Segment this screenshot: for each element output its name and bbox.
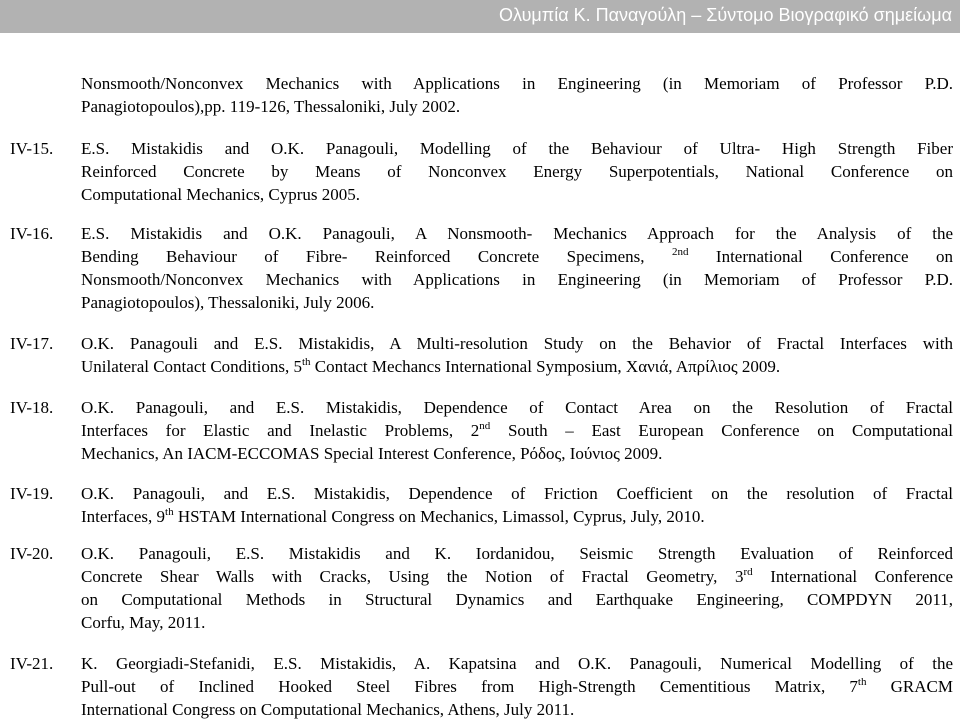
reference-entry <box>81 222 953 314</box>
entry-line: Corfu, May, 2011. <box>81 613 206 632</box>
entry-line: O.K. Panagouli, and E.S. Mistakidis, Dependence of Contact Area on the Resolution of Fractal <box>81 398 953 417</box>
entry-line: on Computational Methods in Structural Dynamics and Earthquake Engineering, COMPDYN 2011, <box>81 590 953 609</box>
entry-line: Panagiotopoulos),pp. 119-126, Thessaloniki, July 2002. <box>81 97 461 116</box>
entry-line: International Congress on Computational Mechanics, Athens, July 2011. <box>81 700 575 719</box>
entry-line-part: South – East European Conference on Computational <box>490 421 953 440</box>
reference-entry-continuation <box>81 72 953 118</box>
entry-line-part: Contact Mechancs International Symposium, Χανιά, Απρίλιος 2009. <box>310 357 781 376</box>
entry-number: IV-16. <box>10 224 54 243</box>
reference-entry <box>81 652 953 721</box>
entry-line-part: Unilateral Contact Conditions, 5 <box>81 357 302 376</box>
entry-line: Panagiotopoulos), Thessaloniki, July 2006. <box>81 293 375 312</box>
entry-line: E.S. Mistakidis and O.K. Panagouli, A Nonsmooth- Mechanics Approach for the Analysis of the <box>81 224 953 243</box>
entry-line: Nonsmooth/Nonconvex Mechanics with Applications in Engineering (in Memoriam of Professor P.D. <box>81 74 953 93</box>
entry-line: O.K. Panagouli and E.S. Mistakidis, A Multi-resolution Study on the Behavior of Fractal Interfaces with <box>81 334 953 353</box>
reference-entry <box>81 482 953 528</box>
entry-line: O.K. Panagouli, and E.S. Mistakidis, Dependence of Friction Coefficient on the resolution of Fractal <box>81 484 953 503</box>
ordinal-superscript: th <box>301 356 311 368</box>
entry-line <box>81 565 953 588</box>
entry-line: Nonsmooth/Nonconvex Mechanics with Applications in Engineering (in Memoriam of Professor P.D. <box>81 270 953 289</box>
entry-number: IV-19. <box>10 484 54 503</box>
entry-line: Reinforced Concrete by Means of Nonconvex Energy Superpotentials, National Conference on <box>81 162 953 181</box>
page-header-title: Ολυμπία Κ. Παναγούλη – Σύντομο Βιογραφικό σημείωμα <box>499 5 952 25</box>
entry-line <box>81 245 953 268</box>
reference-entry <box>81 332 953 378</box>
entry-line-part: International Conference on <box>688 247 953 266</box>
entry-line: Mechanics, An IACM-ECCOMAS Special Interest Conference, Ρόδος, Ιούνιος 2009. <box>81 444 663 463</box>
entry-line: O.K. Panagouli, E.S. Mistakidis and K. Iordanidou, Seismic Strength Evaluation of Reinforced <box>81 544 953 563</box>
entry-number: IV-20. <box>10 544 54 563</box>
ordinal-superscript: rd <box>743 566 753 578</box>
reference-entry <box>81 542 953 634</box>
entry-line-part: Interfaces for Elastic and Inelastic Problems, 2 <box>81 421 480 440</box>
entry-line <box>81 355 953 378</box>
entry-number: IV-18. <box>10 398 54 417</box>
ordinal-superscript: nd <box>479 420 491 432</box>
reference-entry <box>81 396 953 465</box>
entry-line-part: Pull-out of Inclined Hooked Steel Fibres from High-Strength Cementitious Matrix, 7 <box>81 677 858 696</box>
entry-line <box>81 419 953 442</box>
ordinal-superscript: th <box>165 506 174 518</box>
entry-line-part: Interfaces, 9 <box>81 507 166 526</box>
entry-line <box>81 675 953 698</box>
entry-line-part: GRACM <box>866 677 953 696</box>
entry-line-part: Bending Behaviour of Fibre- Reinforced Concrete Specimens, <box>81 247 672 266</box>
entry-line: K. Georgiadi-Stefanidi, E.S. Mistakidis, A. Kapatsina and O.K. Panagouli, Numerical Modelling of the <box>81 654 953 673</box>
entry-line-part: Concrete Shear Walls with Cracks, Using the Notion of Fractal Geometry, 3 <box>81 567 744 586</box>
entry-number: IV-21. <box>10 654 54 673</box>
entry-number: IV-17. <box>10 334 54 353</box>
entry-line: E.S. Mistakidis and O.K. Panagouli, Modelling of the Behaviour of Ultra- High Strength Fiber <box>81 139 953 158</box>
entry-line <box>81 505 953 528</box>
entry-line: Computational Mechanics, Cyprus 2005. <box>81 185 361 204</box>
ordinal-superscript: 2nd <box>671 246 689 258</box>
header-bar <box>0 0 960 33</box>
ordinal-superscript: th <box>857 676 867 688</box>
reference-entry <box>81 137 953 206</box>
entry-number: IV-15. <box>10 139 54 158</box>
entry-line-part: HSTAM International Congress on Mechanics, Limassol, Cyprus, July, 2010. <box>173 507 705 526</box>
entry-line-part: International Conference <box>752 567 953 586</box>
